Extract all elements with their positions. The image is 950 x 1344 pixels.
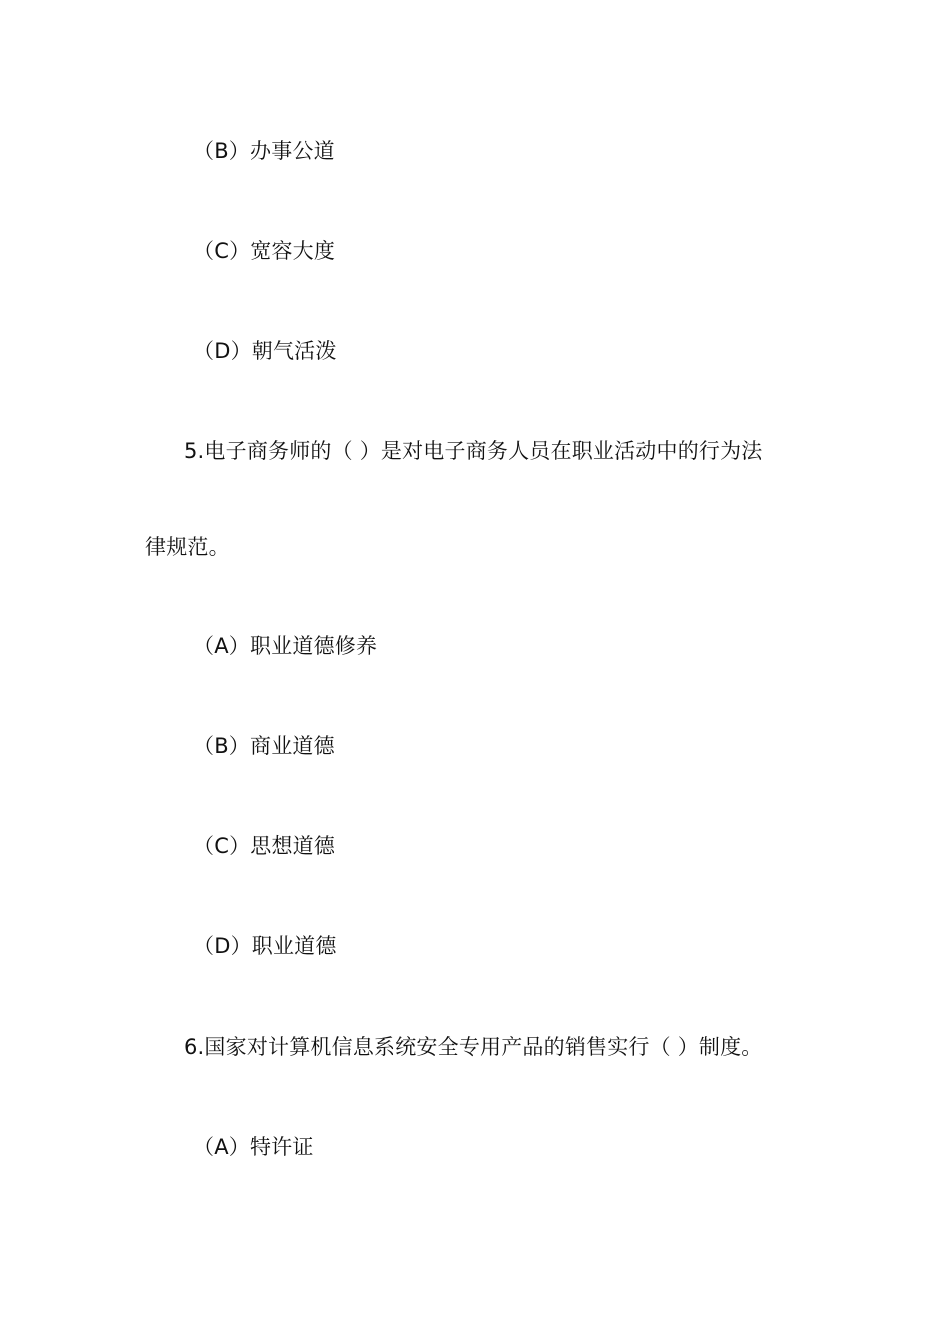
question-5-stem-line-2: 律规范。 [145,535,230,559]
question-4-option-b: （B）办事公道 [193,139,335,163]
question-5-option-a: （A）职业道德修养 [193,634,378,658]
question-5-stem-line-1: 5.电子商务师的（ ）是对电子商务人员在职业活动中的行为法 [184,439,763,463]
question-4-option-d: （D）朝气活泼 [193,339,337,363]
question-5-option-d: （D）职业道德 [193,934,337,958]
question-4-option-c: （C）宽容大度 [193,239,336,263]
question-5-option-b: （B）商业道德 [193,734,335,758]
question-6-option-a: （A）特许证 [193,1135,314,1159]
question-6-stem: 6.国家对计算机信息系统安全专用产品的销售实行（ ）制度。 [184,1035,763,1059]
question-5-option-c: （C）思想道德 [193,834,336,858]
